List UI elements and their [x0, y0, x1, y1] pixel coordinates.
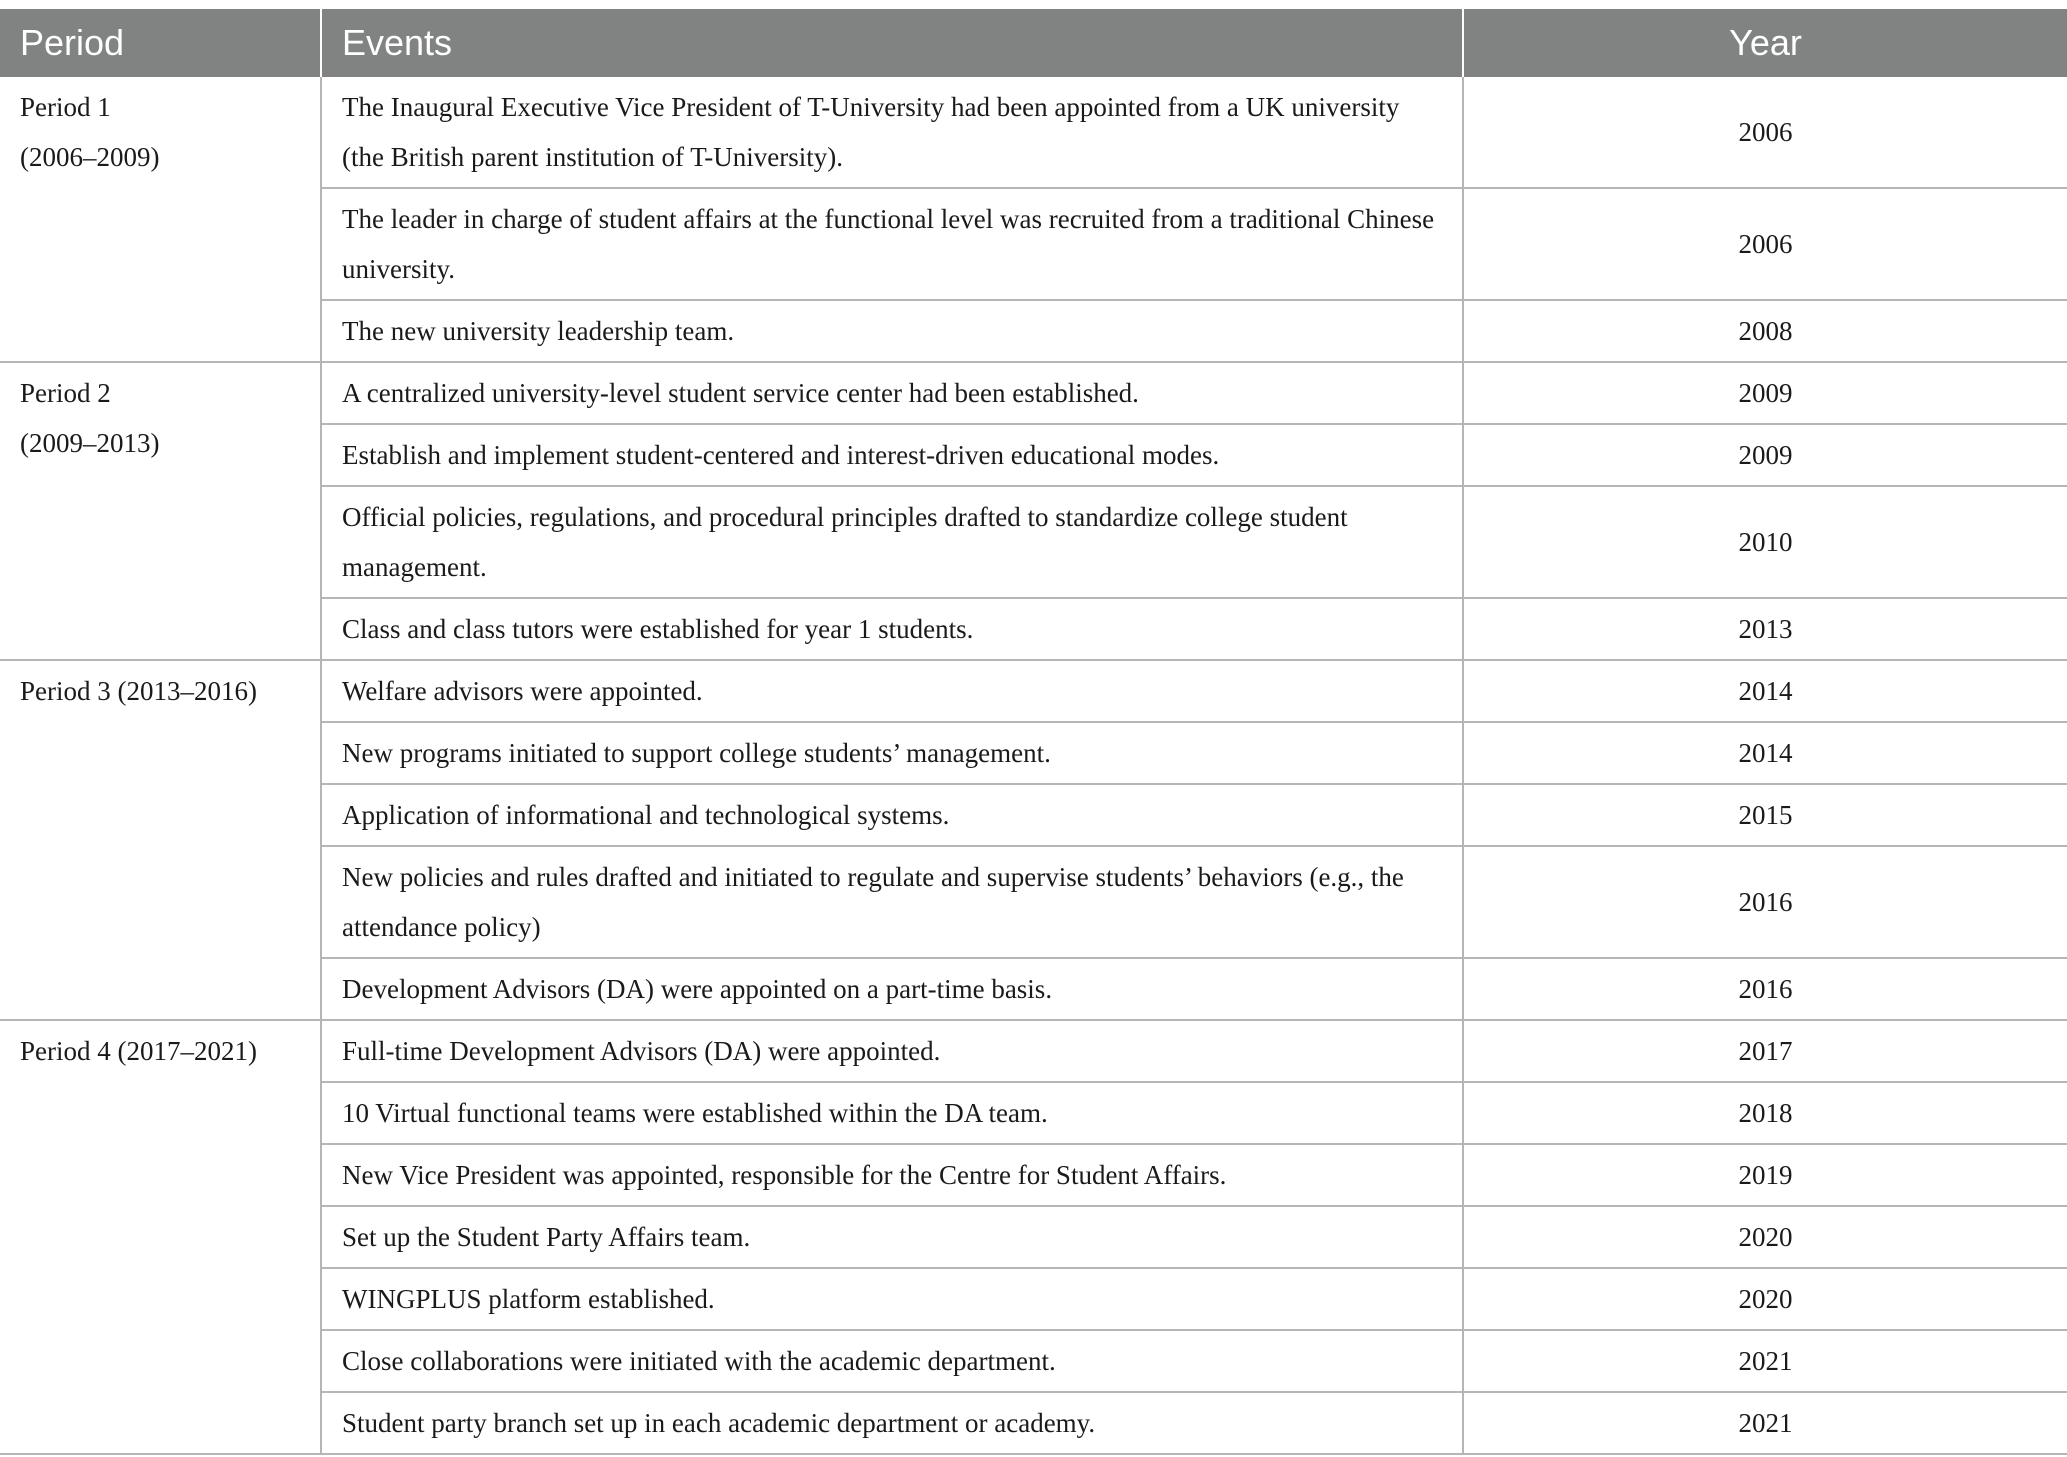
event-cell: Close collaborations were initiated with the academic department.	[321, 1330, 1463, 1392]
year-cell: 2018	[1463, 1082, 2067, 1144]
event-cell: Application of informational and technological systems.	[321, 784, 1463, 846]
period-cell	[0, 660, 321, 1020]
period-cell	[0, 362, 321, 660]
table-row	[0, 660, 2067, 722]
year-cell: 2014	[1463, 722, 2067, 784]
year-cell: 2006	[1463, 188, 2067, 300]
year-cell: 2017	[1463, 1020, 2067, 1082]
year-cell: 2010	[1463, 486, 2067, 598]
period-label: Period 2	[20, 378, 111, 408]
year-cell: 2015	[1463, 784, 2067, 846]
year-cell: 2019	[1463, 1144, 2067, 1206]
year-cell: 2013	[1463, 598, 2067, 660]
period-label: Period 4 (2017–2021)	[20, 1036, 257, 1066]
event-cell: A centralized university-level student service center had been established.	[321, 362, 1463, 424]
year-cell: 2020	[1463, 1268, 2067, 1330]
year-cell: 2016	[1463, 846, 2067, 958]
events-timeline-table	[0, 9, 2067, 1455]
year-cell: 2021	[1463, 1330, 2067, 1392]
event-cell: Establish and implement student-centered and interest-driven educational modes.	[321, 424, 1463, 486]
event-cell: Official policies, regulations, and procedural principles drafted to standardize college student management.	[321, 486, 1463, 598]
event-cell: The new university leadership team.	[321, 300, 1463, 362]
column-header-period: Period	[0, 9, 321, 77]
period-label: (2006–2009)	[20, 142, 160, 172]
year-cell: 2016	[1463, 958, 2067, 1020]
event-cell: 10 Virtual functional teams were established within the DA team.	[321, 1082, 1463, 1144]
event-cell: Welfare advisors were appointed.	[321, 660, 1463, 722]
column-header-year: Year	[1463, 9, 2067, 77]
event-cell: The leader in charge of student affairs at the functional level was recruited from a traditional Chinese university.	[321, 188, 1463, 300]
table-row	[0, 1020, 2067, 1082]
event-cell: New programs initiated to support college students’ management.	[321, 722, 1463, 784]
period-cell	[0, 1020, 321, 1454]
table-body	[0, 77, 2067, 1454]
event-cell: WINGPLUS platform established.	[321, 1268, 1463, 1330]
header-row	[0, 9, 2067, 77]
column-header-events: Events	[321, 9, 1463, 77]
period-cell	[0, 77, 321, 362]
event-cell: Class and class tutors were established for year 1 students.	[321, 598, 1463, 660]
table-header	[0, 9, 2067, 77]
event-cell: Full-time Development Advisors (DA) were appointed.	[321, 1020, 1463, 1082]
year-cell: 2014	[1463, 660, 2067, 722]
year-cell: 2020	[1463, 1206, 2067, 1268]
table-row	[0, 77, 2067, 188]
year-cell: 2008	[1463, 300, 2067, 362]
year-cell: 2006	[1463, 77, 2067, 188]
year-cell: 2009	[1463, 362, 2067, 424]
event-cell: The Inaugural Executive Vice President of T-University had been appointed from a UK university (the British parent institution of T-University).	[321, 77, 1463, 188]
period-label: Period 1	[20, 92, 111, 122]
year-cell: 2009	[1463, 424, 2067, 486]
event-cell: Student party branch set up in each academic department or academy.	[321, 1392, 1463, 1454]
period-label: (2009–2013)	[20, 428, 160, 458]
year-cell: 2021	[1463, 1392, 2067, 1454]
event-cell: New Vice President was appointed, responsible for the Centre for Student Affairs.	[321, 1144, 1463, 1206]
event-cell: Development Advisors (DA) were appointed on a part-time basis.	[321, 958, 1463, 1020]
event-cell: Set up the Student Party Affairs team.	[321, 1206, 1463, 1268]
period-label: Period 3 (2013–2016)	[20, 676, 257, 706]
event-cell: New policies and rules drafted and initiated to regulate and supervise students’ behaviors (e.g., the attendance policy)	[321, 846, 1463, 958]
table-row	[0, 362, 2067, 424]
